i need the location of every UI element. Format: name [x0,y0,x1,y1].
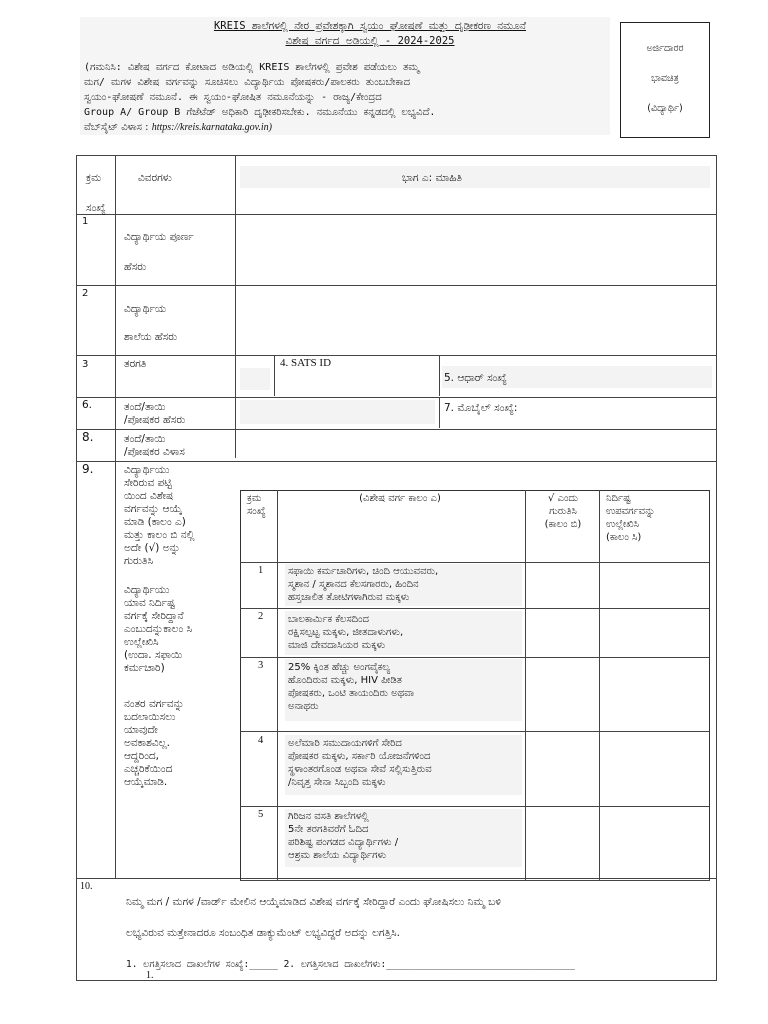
row9-number: 9. [82,462,94,476]
form-title-line2: ವಿಶೇಷ ವರ್ಗದ ಅಡಿಯಲ್ಲಿ - 2024-2025 [285,35,455,47]
row6-number: 6. [82,399,93,411]
parent-name-field[interactable] [240,400,435,424]
row2-label-1: ವಿದ್ಯಾರ್ಥಿಯ [124,303,167,315]
photo-label-2: ಭಾವಚಿತ್ರ [651,73,679,84]
sats-id-label: 4. SATS ID [280,357,332,369]
website-url[interactable]: https://kreis.karnataka.gov.in) [151,122,272,133]
aadhaar-field[interactable] [560,366,714,390]
cat-row-3-subcategory-cell[interactable] [601,659,708,730]
cat-head-sl-1: ಕ್ರಮ [247,493,262,504]
class-field[interactable] [237,357,273,396]
note-line-2: ಮಗ/ ಮಗಳ ವಿಶೇಷ ವರ್ಗವನ್ನು ಸೂಚಿಸಲು ವಿದ್ಯಾರ್ಥಿಯ ಪೋಷಕರು/ಪಾಲಕರು ತುಂಬಬೇಕಾದ [84,77,411,88]
school-name-field[interactable] [237,287,715,354]
class-label: ತರಗತಿ [124,358,147,370]
note-line-1: (ಗಮನಿಸಿ: ವಿಶೇಷ ವರ್ಗದ ಕೋಟಾದ ಅಡಿಯಲ್ಲಿ KREIS ಶಾಲೆಗಳಲ್ಲಿ ಪ್ರವೇಶ ಪಡೆಯಲು ತಮ್ಮ [84,62,420,73]
form-title-line1: KREIS ಶಾಲೆಗಳಲ್ಲಿ ನೇರ ಪ್ರವೇಶಕ್ಕಾಗಿ ಸ್ವಯಂ ಘೋಷಣೆ ಮತ್ತು ದೃಢೀಕರಣ ನಮೂನೆ [213,20,527,32]
head-sl-1: ಕ್ರಮ [86,172,102,184]
website-label: ವೆಬ್‌ಸೈಟ್ ವಿಳಾಸ : [84,122,149,133]
student-full-name-field[interactable] [237,216,715,284]
row1-label-1: ವಿದ್ಯಾರ್ಥಿಯ ಪೂರ್ಣ [124,231,194,243]
row3-number: 3 [82,359,89,370]
cat-head-column-b: √ ಎಂದು ಗುರುತಿಸಿ (ಕಾಲಂ ಬಿ) [544,493,582,530]
attachments-count-field[interactable] [290,958,340,972]
note-line-3: ಸ್ವಯಂ-ಘೋಷಣೆ ನಮೂನೆ. ಈ ಸ್ವಯಂ-ಘೋಷಿತ ನಮೂನೆಯನ್ನು - ರಾಜ್ಯ/ಕೇಂದ್ರದ [84,92,382,103]
cat-row-5-tick-cell[interactable] [527,808,598,879]
parent-address-field[interactable] [237,431,715,460]
row10-line2: ಲಭ್ಯವಿರುವ ಮತ್ತೇನಾದರೂ ಸಂಬಂಧಿತ ಡಾಕ್ಯುಮೆಂಟ್ ಲಭ್ಯವಿದ್ದರೆ ಅದನ್ನು ಲಗತ್ತಿಸಿ. [126,927,400,939]
mobile-label: 7. ಮೊಬೈಲ್ ಸಂಖ್ಯೆ: [444,402,518,414]
cat-row-5-subcategory-cell[interactable] [601,808,708,879]
cat-head-column-c: ನಿರ್ದಿಷ್ಟ ಉಪವರ್ಗವನ್ನು ಉಲ್ಲೇಖಿಸಿ (ಕಾಲಂ ಸಿ) [606,493,656,543]
head-part-a: ಭಾಗ ಎ: ಮಾಹಿತಿ [402,172,462,184]
note-line-4: Group A/ Group B ಗೆಜೆಟೆಡ್ ಅಧಿಕಾರಿ ದೃಢೀಕರಿಸಬೇಕು. ನಮೂನೆಯು ಕನ್ನಡದಲ್ಲಿ ಲಭ್ಯವಿದೆ. [84,107,436,118]
row6-label-1: ತಂದೆ/ತಾಯಿ [124,401,166,413]
cat-head-column-a: (ವಿಶೇಷ ವರ್ಗ ಕಾಲಂ ಎ) [359,493,441,504]
aadhaar-label: 5. ಆಧಾರ್ ಸಂಖ್ಯೆ [444,372,507,384]
row1-number: 1 [82,216,89,227]
photo-label-1: ಅರ್ಜಿದಾರರ [646,43,684,54]
row2-label-2: ಶಾಲೆಯ ಹೆಸರು [124,331,178,343]
row8-label-2: /ಪೋಷಕರ ವಿಳಾಸ [124,446,185,458]
photo-label-3: (ವಿದ್ಯಾರ್ಥಿ) [647,103,683,114]
row2-number: 2 [82,288,89,299]
head-details: ವಿವರಗಳು [138,172,172,184]
row1-label-2: ಹೆಸರು [124,261,147,273]
cat-row-4-subcategory-cell[interactable] [601,733,708,805]
photo-box [620,22,710,138]
cat-head-sl-2: ಸಂಖ್ಯೆ [247,506,266,517]
row10-line1: ನಿಮ್ಮ ಮಗ / ಮಗಳ /ವಾರ್ಡ್ ಮೇಲಿನ ಆಯ್ಕೆಮಾಡಿದ ವಿಶೇಷ ವರ್ಗಕ್ಕೆ ಸೇರಿದ್ದಾರೆ ಎಂದು ಘೋಷಿಸಲು ನಿಮ್ಮ ಬಳಿ [126,896,501,908]
website-line [84,122,272,133]
cat-row-3-tick-cell[interactable] [527,659,598,730]
sats-id-field[interactable] [276,370,438,396]
mobile-field[interactable] [545,400,713,426]
attachments-list-field[interactable] [480,958,706,972]
cat-row-2-subcategory-cell[interactable] [601,610,708,656]
row8-label-1: ತಂದೆ/ತಾಯಿ [124,433,166,445]
row8-number: 8. [82,430,94,444]
cat-row-4-tick-cell[interactable] [527,733,598,805]
row10-attachments-line: 1. ಲಗತ್ತಿಸಲಾದ ದಾಖಲೆಗಳ ಸಂಖ್ಯೆ:_____ 2. ಲಗತ್ತಿಸಲಾದ ದಾಖಲೆಗಳು:_________________________________ [126,959,575,970]
head-sl-2: ಸಂಖ್ಯೆ [86,202,106,214]
cat-row-2-tick-cell[interactable] [527,610,598,656]
row10-number: 10. [80,881,93,892]
cat-row-1-tick-cell[interactable] [527,564,598,607]
row10-line4: 1. [146,970,154,981]
row6-label-2: /ಪೋಷಕರ ಹೆಸರು [124,414,186,426]
cat-row-1-subcategory-cell[interactable] [601,564,708,607]
